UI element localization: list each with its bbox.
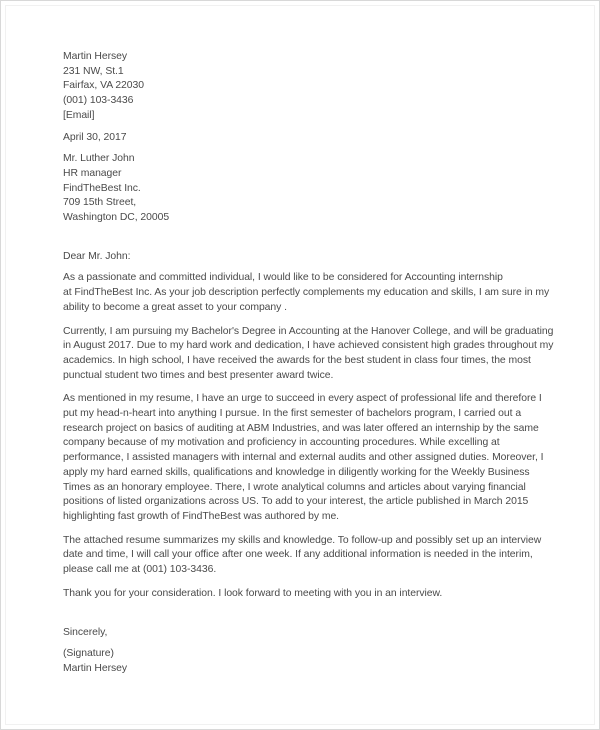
paragraph-line: As mentioned in my resume, I have an urge to succeed in every aspect of professional life and therefore I [63, 393, 542, 405]
sender-address-line2: Fairfax, VA 22030 [63, 80, 144, 92]
recipient-address-block [63, 152, 553, 226]
paragraph-thanks [63, 587, 553, 602]
paragraph-line: academics. In high school, I have received the awards for the best student in class four times, the most [63, 354, 531, 366]
paragraph-line: ability to become a great asset to your company . [63, 301, 287, 313]
paragraph-line: please call me at (001) 103-3436. [63, 564, 217, 576]
paragraph-education [63, 325, 553, 384]
letter-date: April 30, 2017 [63, 131, 127, 143]
paragraph-line: As a passionate and committed individual, I would like to be considered for Accounting internship [63, 272, 503, 284]
paragraph-intro [63, 271, 553, 315]
paragraph-line: Thank you for your consideration. I look forward to meeting with you in an interview. [63, 587, 443, 599]
recipient-name: Mr. Luther John [63, 153, 135, 165]
closing-name: Martin Hersey [63, 662, 128, 674]
paragraph-line: date and time, I will call your office after one week. If any additional information is needed in the interim, [63, 549, 533, 561]
paragraph-line: company because of my motivation and proficiency in accounting procedures. While excelling at [63, 437, 500, 449]
sender-phone: (001) 103-3436 [63, 95, 134, 107]
paragraph-line: at FindTheBest Inc. As your job description perfectly complements my education and skills, I am sure in my [63, 287, 550, 299]
salutation: Dear Mr. John: [63, 250, 131, 262]
valediction: Sincerely, [63, 626, 108, 638]
recipient-address-line2: Washington DC, 20005 [63, 212, 170, 224]
sender-address-line1: 231 NW, St.1 [63, 65, 124, 77]
paragraph-line: in August 2017. Due to my hard work and dedication, I have achieved consistent high grades throughout my [63, 340, 554, 352]
closing-block [63, 626, 553, 677]
paragraph-line: Currently, I am pursuing my Bachelor's Degree in Accounting at the Hanover College, and will be graduating [63, 325, 554, 337]
paragraph-line: positions of listed organizations across US. To add to your interest, the article published in March 2015 [63, 496, 529, 508]
sender-email: [Email] [63, 109, 95, 121]
paragraph-line: performance, I assisted managers with internal and external audits and other assigned duties. Moreover, I [63, 452, 544, 464]
sender-address-block [63, 50, 553, 124]
cover-letter-body [63, 50, 553, 677]
recipient-title: HR manager [63, 167, 122, 179]
date-block [63, 131, 553, 146]
paragraph-line: punctual student two times and best presenter award twice. [63, 369, 334, 381]
recipient-address-line1: 709 15th Street, [63, 197, 137, 209]
sender-name: Martin Hersey [63, 51, 128, 62]
signature-placeholder: (Signature) [63, 648, 114, 660]
paragraph-experience [63, 392, 553, 524]
paragraph-line: put my head-n-heart into anything I pursue. In the first semester of bachelors program, I carried out a [63, 408, 522, 420]
paragraph-follow-up [63, 534, 553, 578]
paragraph-line: research project on basics of auditing at ABM Industries, and was later offered an internship by the same [63, 422, 539, 434]
salutation-block [63, 250, 553, 265]
paragraph-line: highlighting fast growth of FindTheBest was authored by me. [63, 510, 340, 522]
paragraph-line: Times as an honorary employee. There, I wrote analytical columns and articles about varying financial [63, 481, 526, 493]
recipient-company: FindTheBest Inc. [63, 182, 141, 194]
paragraph-line: The attached resume summarizes my skills and knowledge. To follow-up and possibly set up an interview [63, 534, 542, 546]
paragraph-line: apply my hard earned skills, qualifications and knowledge in diligently working for the Weekly Business [63, 466, 530, 478]
